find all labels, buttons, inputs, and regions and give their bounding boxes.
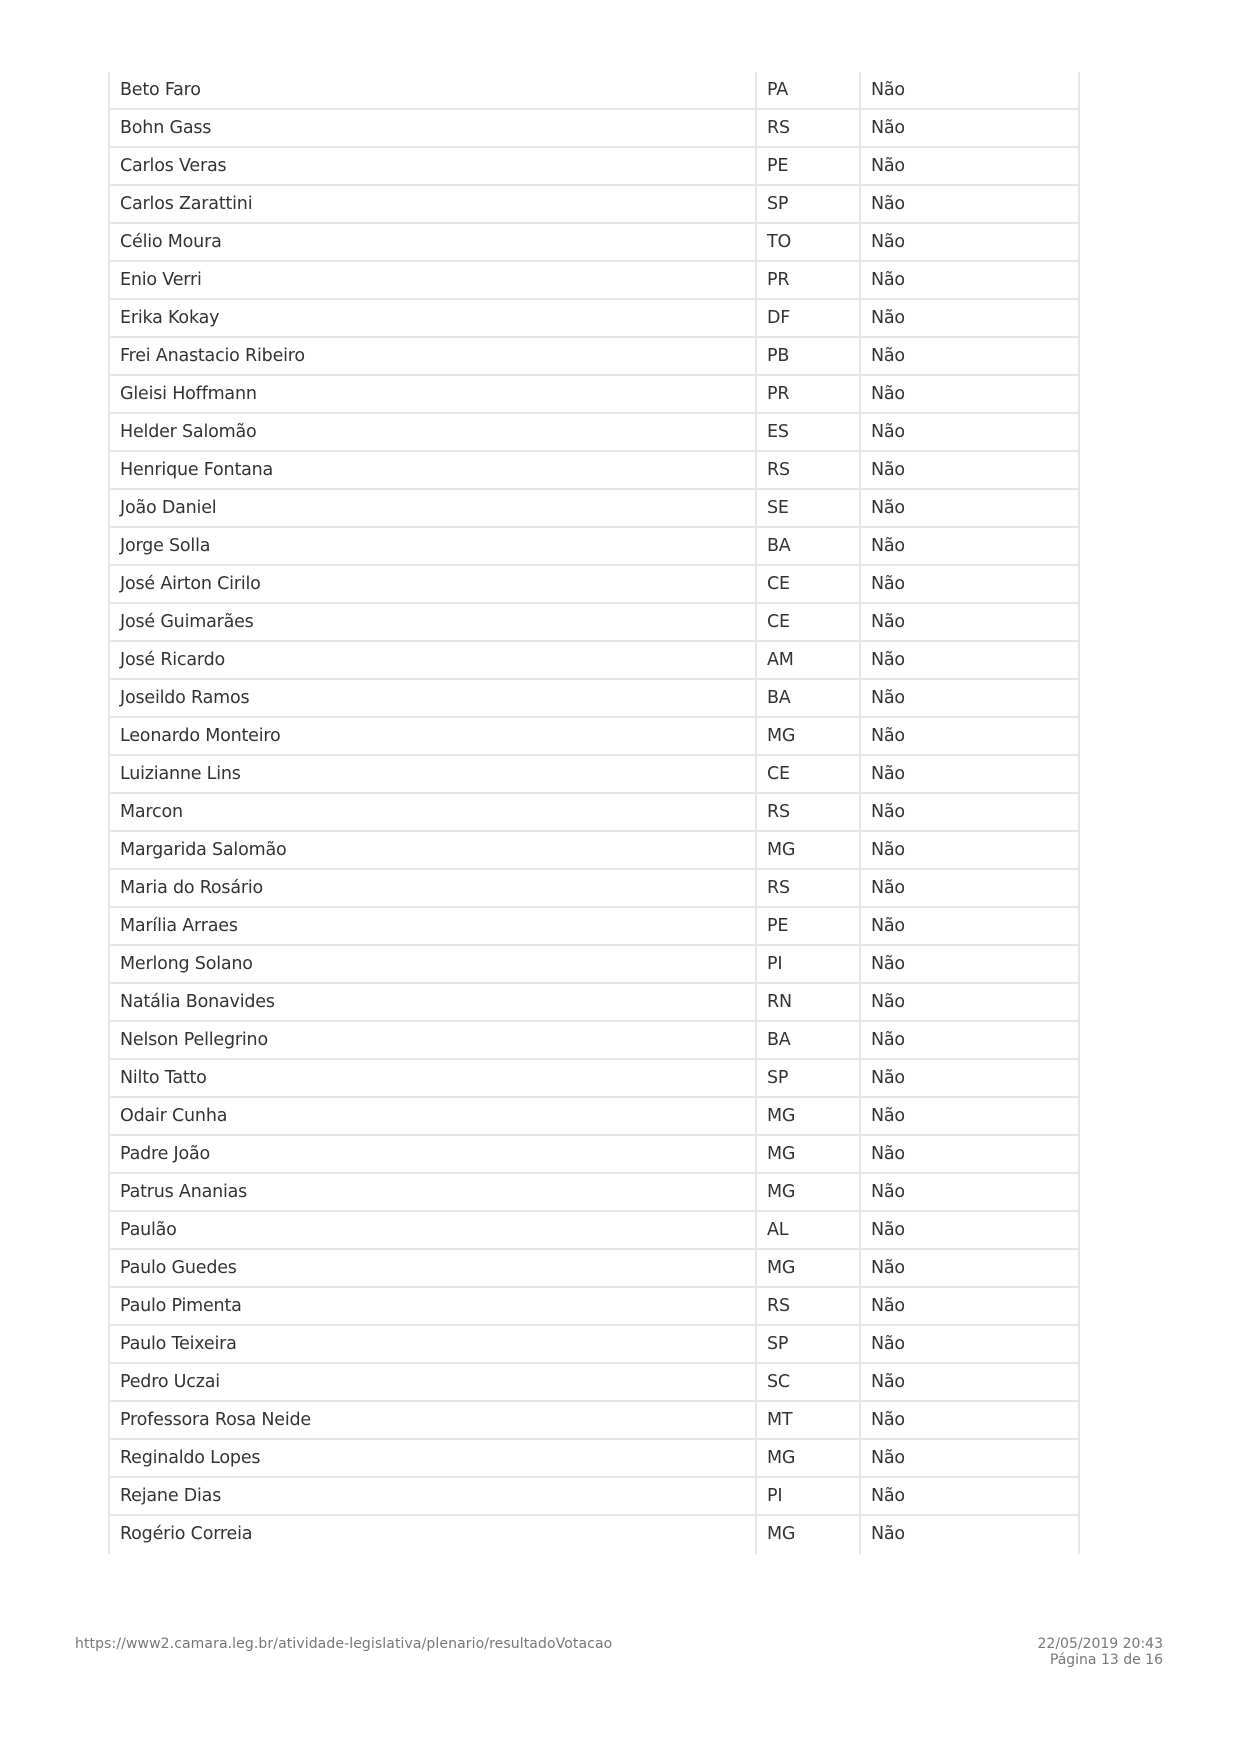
table-row: [110, 1364, 1078, 1402]
table-row: [110, 870, 1078, 908]
state-cell: MG: [757, 1250, 861, 1286]
state-cell: SP: [757, 1060, 861, 1096]
deputy-name-cell: Bohn Gass: [110, 110, 757, 146]
table-row: [110, 794, 1078, 832]
table-row: [110, 72, 1078, 110]
deputy-name-cell: Beto Faro: [110, 72, 757, 108]
table-row: [110, 490, 1078, 528]
state-cell: MG: [757, 1098, 861, 1134]
deputy-name-cell: Natália Bonavides: [110, 984, 757, 1020]
deputy-name-cell: Pedro Uczai: [110, 1364, 757, 1400]
deputy-name-cell: Nelson Pellegrino: [110, 1022, 757, 1058]
vote-cell: Não: [871, 1030, 905, 1050]
vote-cell: Não: [871, 650, 905, 670]
state-cell: CE: [757, 566, 861, 602]
vote-cell: Não: [871, 384, 905, 404]
vote-cell: Não: [871, 118, 905, 138]
deputy-name-cell: Paulão: [110, 1212, 757, 1248]
deputy-name-cell: Paulo Guedes: [110, 1250, 757, 1286]
vote-cell: Não: [871, 1258, 905, 1278]
deputy-name-cell: Merlong Solano: [110, 946, 757, 982]
deputy-name-cell: Marília Arraes: [110, 908, 757, 944]
table-row: [110, 1326, 1078, 1364]
deputy-name-cell: Célio Moura: [110, 224, 757, 260]
table-row: [110, 414, 1078, 452]
vote-cell: Não: [871, 574, 905, 594]
vote-cell: Não: [871, 1106, 905, 1126]
deputy-name-cell: Enio Verri: [110, 262, 757, 298]
table-row: [110, 1212, 1078, 1250]
state-cell: MG: [757, 1174, 861, 1210]
state-cell: MG: [757, 1440, 861, 1476]
table-row: [110, 984, 1078, 1022]
vote-cell: Não: [871, 688, 905, 708]
footer-url: https://www2.camara.leg.br/atividade-legislativa/plenario/resultadoVotacao: [75, 1636, 613, 1652]
deputy-name-cell: Maria do Rosário: [110, 870, 757, 906]
table-row: [110, 528, 1078, 566]
table-row: [110, 186, 1078, 224]
vote-cell: Não: [871, 422, 905, 442]
deputy-name-cell: Nilto Tatto: [110, 1060, 757, 1096]
table-row: [110, 224, 1078, 262]
deputy-name-cell: Gleisi Hoffmann: [110, 376, 757, 412]
footer-meta: [1038, 1636, 1164, 1668]
state-cell: SE: [757, 490, 861, 526]
deputy-name-cell: Erika Kokay: [110, 300, 757, 336]
footer-page-number: Página 13 de 16: [1049, 1652, 1163, 1668]
state-cell: AL: [757, 1212, 861, 1248]
table-row: [110, 1440, 1078, 1478]
table-row: [110, 1288, 1078, 1326]
state-cell: ES: [757, 414, 861, 450]
vote-cell: Não: [871, 308, 905, 328]
deputy-name-cell: Margarida Salomão: [110, 832, 757, 868]
vote-cell: Não: [871, 232, 905, 252]
deputy-name-cell: Rogério Correia: [110, 1516, 757, 1554]
state-cell: MG: [757, 832, 861, 868]
deputy-name-cell: Patrus Ananias: [110, 1174, 757, 1210]
table-row: [110, 1060, 1078, 1098]
vote-cell: Não: [871, 346, 905, 366]
deputy-name-cell: José Guimarães: [110, 604, 757, 640]
state-cell: CE: [757, 604, 861, 640]
table-row: [110, 1174, 1078, 1212]
state-cell: PB: [757, 338, 861, 374]
state-cell: PA: [757, 72, 861, 108]
table-row: [110, 1250, 1078, 1288]
deputy-name-cell: Jorge Solla: [110, 528, 757, 564]
vote-cell: Não: [871, 536, 905, 556]
vote-cell: Não: [871, 270, 905, 290]
table-row: [110, 1136, 1078, 1174]
vote-cell: Não: [871, 840, 905, 860]
state-cell: RS: [757, 110, 861, 146]
state-cell: SC: [757, 1364, 861, 1400]
state-cell: SP: [757, 1326, 861, 1362]
deputy-name-cell: Frei Anastacio Ribeiro: [110, 338, 757, 374]
table-row: [110, 338, 1078, 376]
state-cell: PE: [757, 908, 861, 944]
table-row: [110, 1022, 1078, 1060]
state-cell: RS: [757, 1288, 861, 1324]
state-cell: RN: [757, 984, 861, 1020]
deputy-name-cell: Henrique Fontana: [110, 452, 757, 488]
table-row: [110, 1478, 1078, 1516]
vote-cell: Não: [871, 802, 905, 822]
vote-cell: Não: [871, 1486, 905, 1506]
state-cell: PI: [757, 946, 861, 982]
deputy-name-cell: Reginaldo Lopes: [110, 1440, 757, 1476]
state-cell: RS: [757, 452, 861, 488]
state-cell: AM: [757, 642, 861, 678]
table-row: [110, 718, 1078, 756]
table-row: [110, 756, 1078, 794]
deputy-name-cell: Joseildo Ramos: [110, 680, 757, 716]
state-cell: MG: [757, 1136, 861, 1172]
state-cell: PR: [757, 376, 861, 412]
table-row: [110, 642, 1078, 680]
deputy-name-cell: Paulo Pimenta: [110, 1288, 757, 1324]
table-row: [110, 1098, 1078, 1136]
deputy-name-cell: José Airton Cirilo: [110, 566, 757, 602]
vote-cell: Não: [871, 80, 905, 100]
vote-cell: Não: [871, 498, 905, 518]
table-row: [110, 262, 1078, 300]
table-row: [110, 376, 1078, 414]
vote-cell: Não: [871, 1068, 905, 1088]
table-row: [110, 452, 1078, 490]
table-row: [110, 110, 1078, 148]
vote-cell: Não: [871, 1334, 905, 1354]
state-cell: MG: [757, 1516, 861, 1554]
vote-cell: Não: [871, 726, 905, 746]
deputy-name-cell: Rejane Dias: [110, 1478, 757, 1514]
deputy-name-cell: Marcon: [110, 794, 757, 830]
state-cell: PI: [757, 1478, 861, 1514]
table-row: [110, 832, 1078, 870]
table-row: [110, 300, 1078, 338]
vote-cell: Não: [871, 1448, 905, 1468]
state-cell: PR: [757, 262, 861, 298]
table-row: [110, 1516, 1078, 1554]
vote-cell: Não: [871, 1410, 905, 1430]
state-cell: SP: [757, 186, 861, 222]
vote-cell: Não: [871, 156, 905, 176]
table-row: [110, 680, 1078, 718]
state-cell: BA: [757, 680, 861, 716]
vote-cell: Não: [871, 954, 905, 974]
deputy-name-cell: Leonardo Monteiro: [110, 718, 757, 754]
deputy-name-cell: Helder Salomão: [110, 414, 757, 450]
table-row: [110, 566, 1078, 604]
deputy-name-cell: José Ricardo: [110, 642, 757, 678]
vote-cell: Não: [871, 612, 905, 632]
vote-cell: Não: [871, 1220, 905, 1240]
vote-cell: Não: [871, 1182, 905, 1202]
deputy-name-cell: Professora Rosa Neide: [110, 1402, 757, 1438]
state-cell: MG: [757, 718, 861, 754]
table-row: [110, 604, 1078, 642]
deputy-name-cell: Carlos Veras: [110, 148, 757, 184]
deputy-name-cell: Odair Cunha: [110, 1098, 757, 1134]
vote-cell: Não: [871, 1524, 905, 1544]
state-cell: RS: [757, 794, 861, 830]
vote-results-table: [108, 72, 1080, 1554]
state-cell: BA: [757, 1022, 861, 1058]
table-row: [110, 1402, 1078, 1440]
vote-cell: Não: [871, 1372, 905, 1392]
state-cell: RS: [757, 870, 861, 906]
deputy-name-cell: Luizianne Lins: [110, 756, 757, 792]
deputy-name-cell: Padre João: [110, 1136, 757, 1172]
state-cell: PE: [757, 148, 861, 184]
deputy-name-cell: Paulo Teixeira: [110, 1326, 757, 1362]
vote-cell: Não: [871, 194, 905, 214]
state-cell: BA: [757, 528, 861, 564]
vote-cell: Não: [871, 878, 905, 898]
table-row: [110, 946, 1078, 984]
table-row: [110, 148, 1078, 186]
vote-cell: Não: [871, 1144, 905, 1164]
state-cell: DF: [757, 300, 861, 336]
vote-cell: Não: [871, 916, 905, 936]
state-cell: TO: [757, 224, 861, 260]
vote-cell: Não: [871, 460, 905, 480]
state-cell: CE: [757, 756, 861, 792]
deputy-name-cell: João Daniel: [110, 490, 757, 526]
footer-datetime: 22/05/2019 20:43: [1037, 1636, 1163, 1652]
vote-cell: Não: [871, 764, 905, 784]
deputy-name-cell: Carlos Zarattini: [110, 186, 757, 222]
vote-cell: Não: [871, 1296, 905, 1316]
vote-cell: Não: [871, 992, 905, 1012]
table-row: [110, 908, 1078, 946]
state-cell: MT: [757, 1402, 861, 1438]
